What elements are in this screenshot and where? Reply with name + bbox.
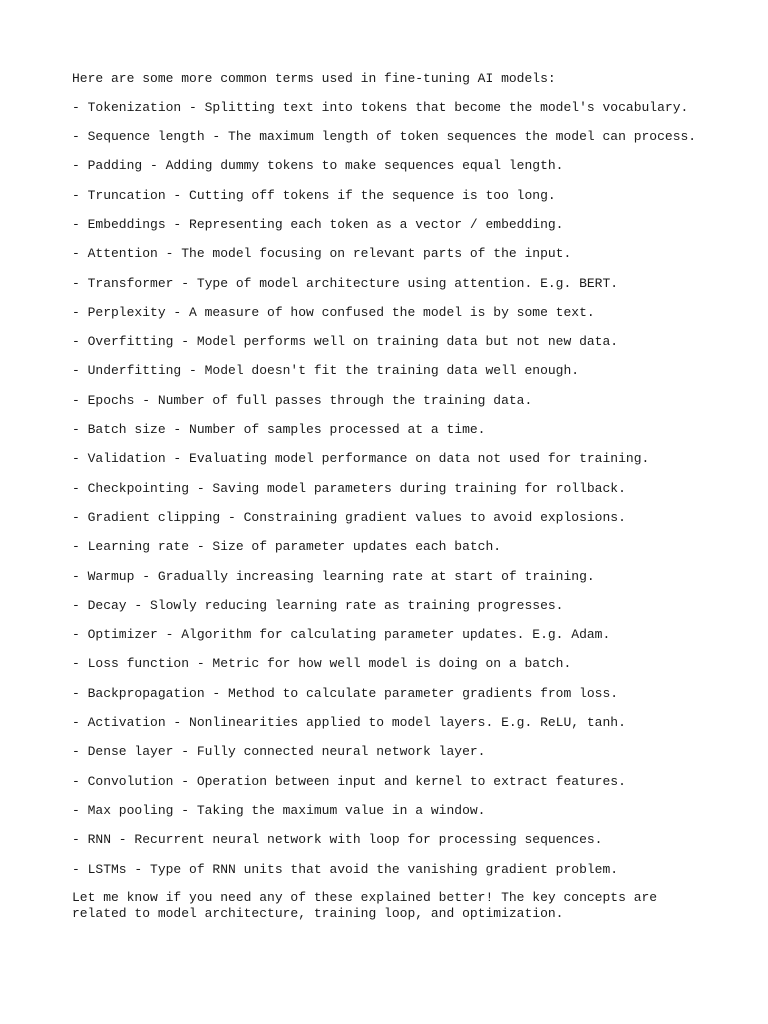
list-item: - RNN - Recurrent neural network with loop for processing sequences. [72, 832, 603, 848]
list-item: - Warmup - Gradually increasing learning rate at start of training. [72, 568, 595, 584]
list-item: - Convolution - Operation between input and kernel to extract features. [72, 773, 626, 789]
list-item: - Loss function - Metric for how well model is doing on a batch. [72, 656, 572, 672]
list-item: - Attention - The model focusing on relevant parts of the input. [72, 246, 572, 262]
list-item: - Embeddings - Representing each token as a vector / embedding. [72, 216, 564, 232]
closing-paragraph: Let me know if you need any of these explained better! The key concepts are related to model architecture, training loop, and optimization. [72, 890, 665, 921]
list-item: - Perplexity - A measure of how confused the model is by some text. [72, 304, 595, 320]
list-item: - Validation - Evaluating model performance on data not used for training. [72, 451, 650, 467]
list-item: - Backpropagation - Method to calculate parameter gradients from loss. [72, 685, 619, 701]
list-item: - Checkpointing - Saving model parameters during training for rollback. [72, 480, 626, 496]
term-list [72, 100, 712, 877]
list-item: - LSTMs - Type of RNN units that avoid the vanishing gradient problem. [72, 861, 619, 877]
list-item: - Truncation - Cutting off tokens if the sequence is too long. [72, 187, 556, 203]
document-body [72, 71, 712, 921]
list-item: - Underfitting - Model doesn't fit the training data well enough. [72, 363, 580, 379]
list-item: - Epochs - Number of full passes through the training data. [72, 392, 533, 408]
list-item: - Batch size - Number of samples processed at a time. [72, 422, 486, 438]
list-item: - Learning rate - Size of parameter updates each batch. [72, 539, 502, 555]
list-item: - Sequence length - The maximum length of token sequences the model can process. [72, 129, 697, 145]
list-item: - Padding - Adding dummy tokens to make sequences equal length. [72, 158, 564, 174]
list-item: - Optimizer - Algorithm for calculating parameter updates. E.g. Adam. [72, 627, 611, 643]
list-item: - Dense layer - Fully connected neural network layer. [72, 744, 486, 760]
list-item: - Overfitting - Model performs well on training data but not new data. [72, 334, 619, 350]
list-item: - Decay - Slowly reducing learning rate as training progresses. [72, 597, 564, 613]
list-item: - Transformer - Type of model architecture using attention. E.g. BERT. [72, 275, 619, 291]
list-item: - Activation - Nonlinearities applied to model layers. E.g. ReLU, tanh. [72, 715, 626, 731]
list-item: - Tokenization - Splitting text into tokens that become the model's vocabulary. [72, 99, 689, 115]
list-item: - Gradient clipping - Constraining gradient values to avoid explosions. [72, 509, 626, 525]
list-item: - Max pooling - Taking the maximum value in a window. [72, 802, 486, 818]
intro-paragraph: Here are some more common terms used in fine-tuning AI models: [72, 71, 556, 86]
